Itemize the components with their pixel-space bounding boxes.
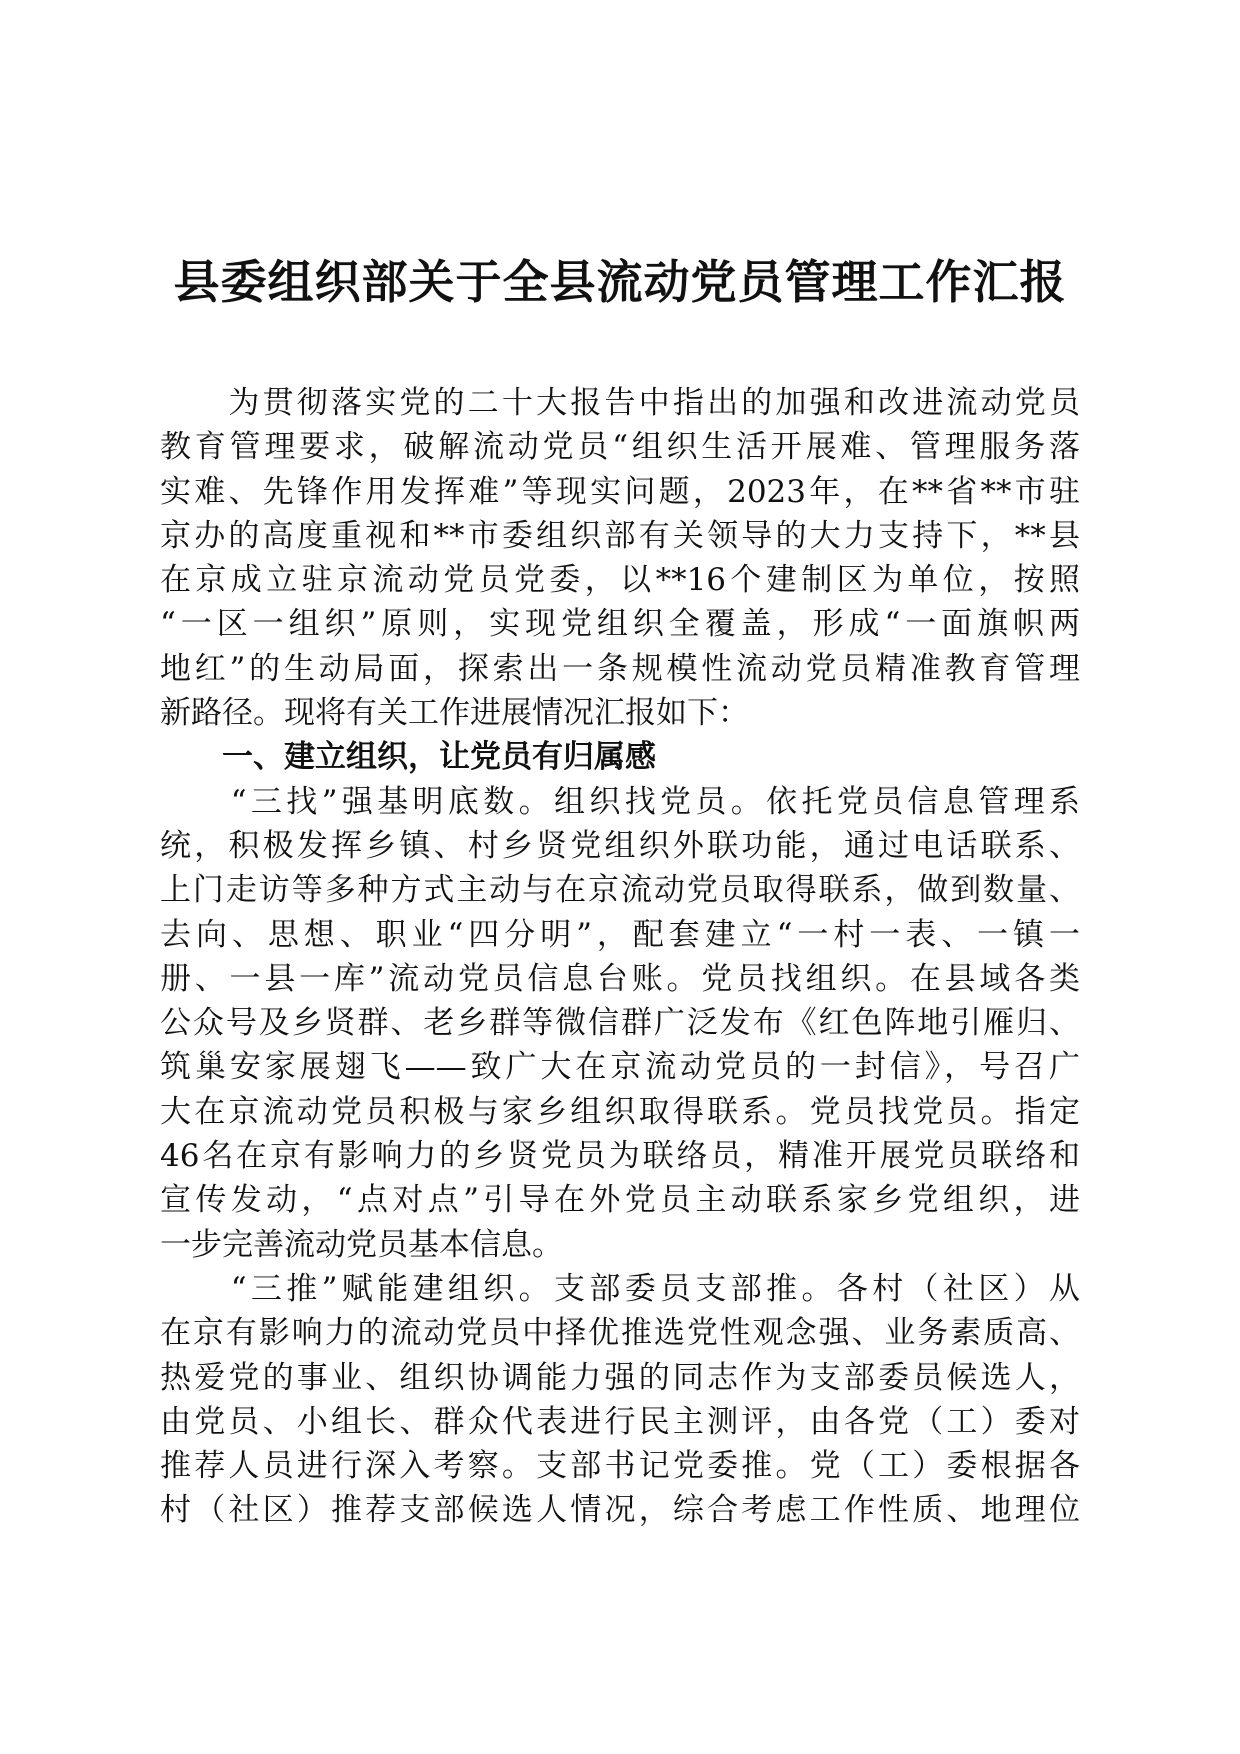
- paragraph-line: 教育管理要求，破解流动党员“组织生活开展难、管理服务落: [160, 429, 1080, 466]
- paragraph-line: 册、一县一库”流动党员信息台账。党员找组织。在县域各类: [160, 960, 1080, 997]
- paragraph-line: 大在京流动党员积极与家乡组织取得联系。党员找党员。指定: [160, 1093, 1080, 1130]
- paragraph-line: 为贯彻落实党的二十大报告中指出的加强和改进流动党员: [160, 385, 1080, 421]
- document-body: [160, 381, 1080, 1533]
- paragraph-line: 46名在京有影响力的乡贤党员为联络员，精准开展党员联络和: [160, 1138, 1080, 1175]
- paragraph-line: 热爱党的事业、组织协调能力强的同志作为支部委员候选人，: [160, 1359, 1080, 1396]
- paragraph-line: 京办的高度重视和**市委组织部有关领导的大力支持下，**县: [160, 517, 1080, 554]
- paragraph-line: 实难、先锋作用发挥难”等现实问题，2023年，在**省**市驻: [160, 473, 1080, 510]
- paragraph-line: 公众号及乡贤群、老乡群等微信群广泛发布《红色阵地引雁归、: [160, 1005, 1080, 1042]
- paragraph-line: “一区一组织”原则，实现党组织全覆盖，形成“一面旗帜两: [160, 606, 1080, 643]
- paragraph-line: 由党员、小组长、群众代表进行民主测评，由各党（工）委对: [160, 1403, 1080, 1440]
- paragraph-line: 宣传发动，“点对点”引导在外党员主动联系家乡党组织，进: [160, 1182, 1080, 1219]
- paragraph-line: “三推”赋能建组织。支部委员支部推。各村（社区）从: [160, 1270, 1080, 1307]
- paragraph-line: 新路径。现将有关工作进展情况汇报如下：: [160, 695, 749, 732]
- paragraph-line: 上门走访等多种方式主动与在京流动党员取得联系，做到数量、: [160, 872, 1080, 909]
- paragraph-line: 统，积极发挥乡镇、村乡贤党组织外联功能，通过电话联系、: [160, 827, 1080, 864]
- paragraph-line: 去向、思想、职业“四分明”，配套建立“一村一表、一镇一: [160, 916, 1080, 953]
- paragraph-line: 推荐人员进行深入考察。支部书记党委推。党（工）委根据各: [160, 1448, 1080, 1485]
- paragraph-line: 地红”的生动局面，探索出一条规模性流动党员精准教育管理: [160, 650, 1080, 687]
- document-title: 县委组织部关于全县流动党员管理工作汇报: [173, 255, 1067, 309]
- paragraph-line: 村（社区）推荐支部候选人情况，综合考虑工作性质、地理位: [160, 1492, 1080, 1529]
- paragraph-line: 在京有影响力的流动党员中择优推选党性观念强、业务素质高、: [160, 1315, 1080, 1352]
- paragraph-line: 筑巢安家展翅飞——致广大在京流动党员的一封信》，号召广: [160, 1049, 1080, 1086]
- paragraph-line: 在京成立驻京流动党员党委，以**16个建制区为单位，按照: [160, 562, 1080, 599]
- section-heading: 一、建立组织，让党员有归属感: [160, 739, 656, 776]
- paragraph-line: “三找”强基明底数。组织找党员。依托党员信息管理系: [160, 783, 1080, 820]
- paragraph-line: 一步完善流动党员基本信息。: [160, 1226, 563, 1263]
